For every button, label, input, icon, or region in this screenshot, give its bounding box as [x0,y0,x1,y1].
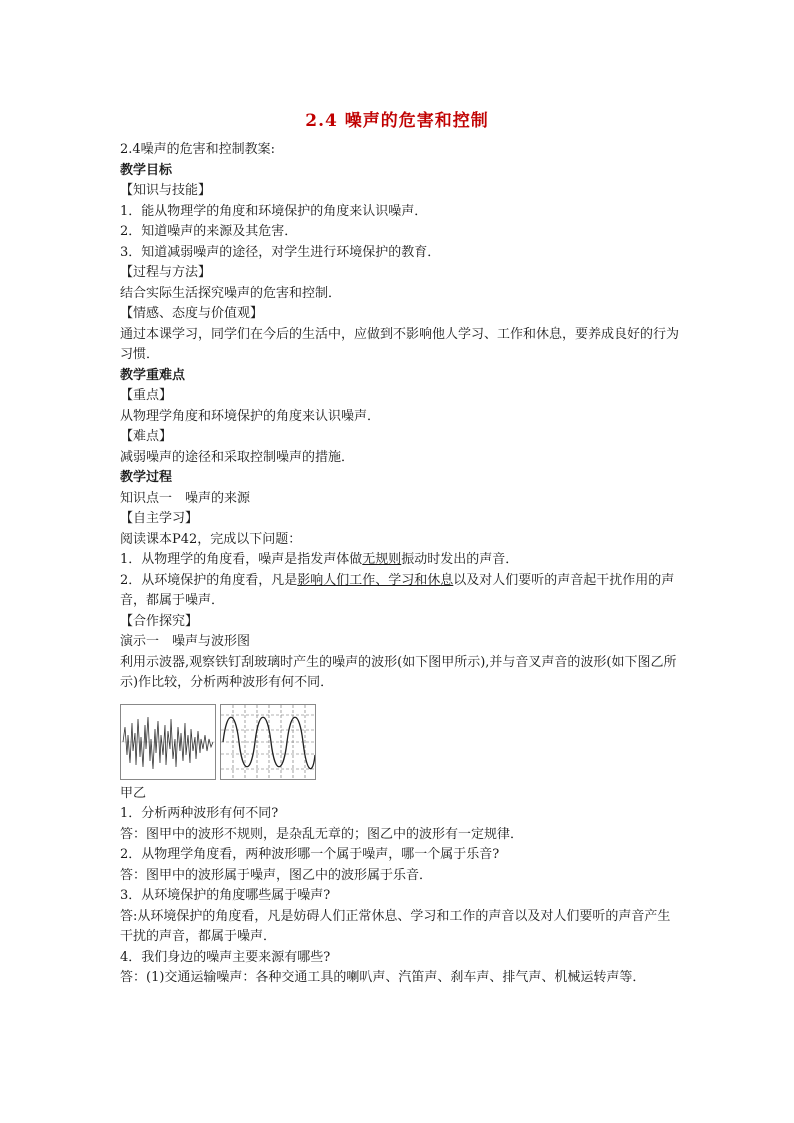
coop-heading: 【合作探究】 [120,613,199,629]
answer-1: 答：图甲中的波形不规则，是杂乱无章的；图乙中的波形有一定规律． [120,826,524,842]
document-body [120,140,680,989]
focus-text: 从物理学角度和环境保护的角度来认识噪声． [120,408,381,424]
answer-underline: 无规则 [362,552,402,567]
process-text: 结合实际生活探究噪声的危害和控制． [120,285,342,301]
key-heading: 教学重难点 [120,367,186,383]
process2-heading: 教学过程 [120,470,173,485]
knowledge-item: 3．知道减弱噪声的途径，对学生进行环境保护的教育． [120,244,441,260]
noise-waveform-svg [121,705,215,779]
answer-2: 答：图甲中的波形属于噪声，图乙中的波形属于乐音． [120,867,433,883]
answer-3: 答:从环境保护的角度看，凡是妨碍人们正常休息、学习和工作的声音以及对人们要听的声音产生干扰的声音，都属于噪声． [120,908,671,944]
question-2: 2．从物理学角度看，两种波形哪一个属于噪声，哪一个属于乐音? [120,847,500,862]
emotion-text: 通过本课学习，同学们在今后的生活中，应做到不影响他人学习、工作和休息，要养成良好的行为习惯． [120,326,680,362]
self-study-item-2 [120,571,680,612]
text-span: 1．从物理学的角度看，噪声是指发声体做 [120,552,363,567]
knowledge-item: 1．能从物理学的角度和环境保护的角度来认识噪声． [120,203,428,219]
answer-4: 答：(1)交通运输噪声：各种交通工具的喇叭声、汽笛声、刹车声、排气声、机械运转声等． [120,970,646,985]
process-heading: 【过程与方法】 [120,265,212,280]
knowledge-point-1: 知识点一 噪声的来源 [120,490,251,506]
question-4: 4．我们身边的噪声主要来源有哪些? [120,949,331,965]
difficulty-text: 减弱噪声的途径和采取控制噪声的措施． [120,449,355,465]
emotion-heading: 【情感、态度与价值观】 [120,306,264,321]
difficulty-heading: 【难点】 [120,429,173,444]
knowledge-heading: 【知识与技能】 [120,183,212,198]
text-span: 以及对人们要听的声音起干扰作用的声音，都属于噪声． [120,572,675,608]
text-span: 2．从环境保护的角度看，凡是 [120,572,298,588]
self-study-heading: 【自主学习】 [120,511,199,526]
knowledge-item: 2．知道噪声的来源及其危害． [120,224,298,239]
question-1: 1．分析两种波形有何不同? [120,806,279,821]
goals-heading: 教学目标 [120,162,173,178]
demo-title: 演示一 噪声与波形图 [120,634,251,649]
self-study-item-1 [120,550,680,571]
tuning-fork-waveform-figure [220,704,316,780]
read-instruction: 阅读课本P42，完成以下问题： [120,531,302,547]
question-3: 3．从环境保护的角度哪些属于噪声? [120,888,331,903]
waveform-figures [120,704,680,780]
noise-waveform-figure [120,704,216,780]
figure-caption: 甲乙 [120,785,147,801]
answer-underline: 影响人们工作、学习和休息 [297,572,454,588]
demo-text: 利用示波器,观察铁钉刮玻璃时产生的噪声的波形(如下图甲所示),并与音叉声音的波形(如下图乙所示)作比较，分析两种波形有何不同． [120,654,677,690]
text-span: 振动时发出的声音． [401,552,519,567]
focus-heading: 【重点】 [120,388,173,403]
page-title: 2.4 噪声的危害和控制 [305,111,489,131]
sine-waveform-svg [221,705,315,779]
intro-line: 2.4噪声的危害和控制教案: [120,142,276,157]
